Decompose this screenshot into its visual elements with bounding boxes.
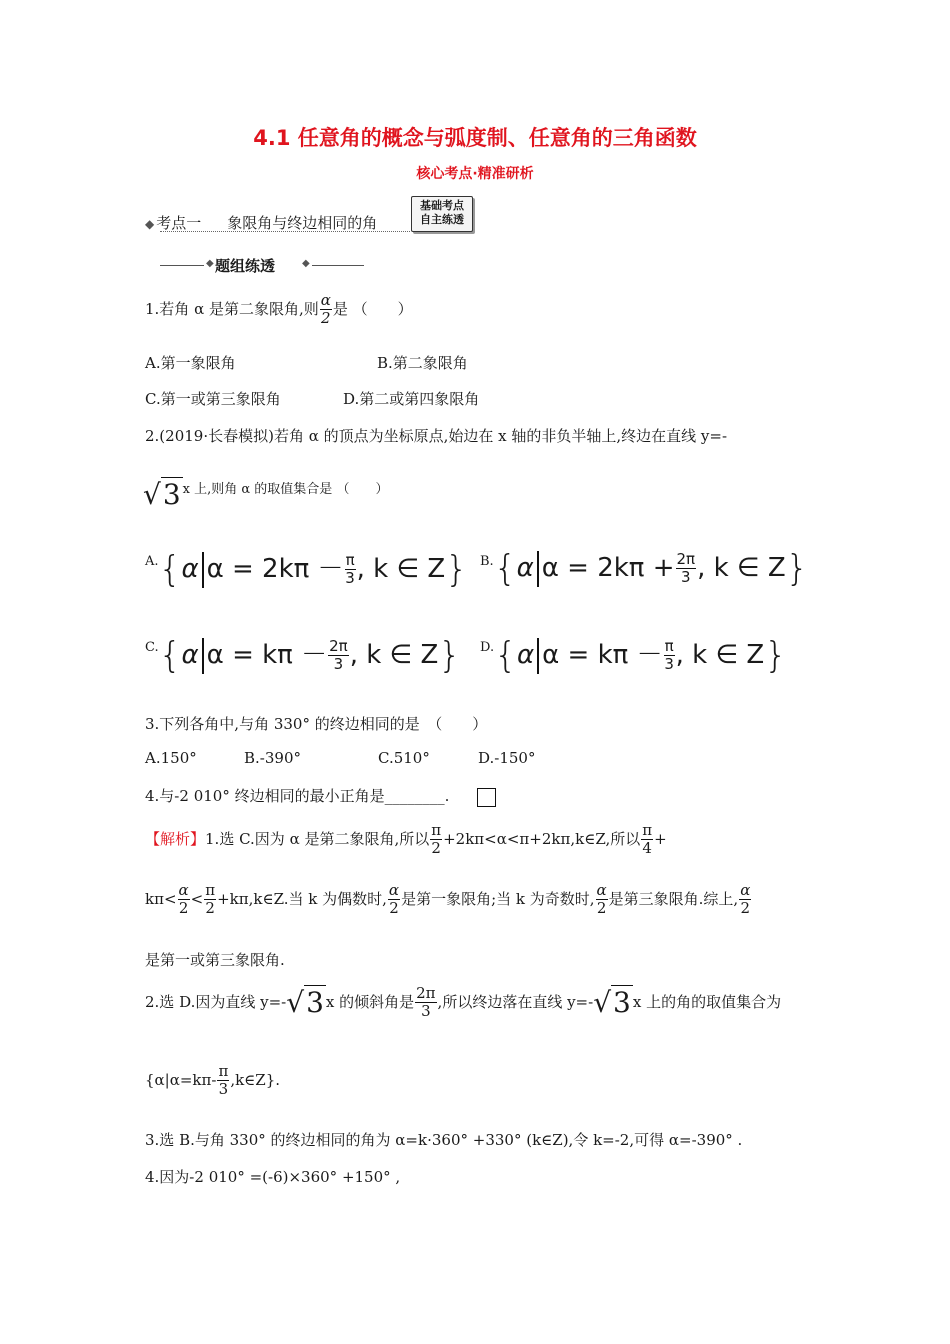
section-heading bbox=[145, 212, 377, 233]
diamond-icon: ◆ bbox=[145, 217, 155, 231]
q2-option-c[interactable]: $^{C.}${α α = kπ － $\frac{2\pi}{3}$ , k ∈ Z} bbox=[145, 635, 462, 676]
group-title: 题组练透 bbox=[215, 257, 276, 275]
fraction: $\frac{\alpha}{2}$ bbox=[596, 881, 607, 918]
q1-text: 1.若角 α 是第二象限角,则 bbox=[145, 299, 319, 318]
q3-option-c[interactable]: C.510° bbox=[378, 749, 430, 767]
badge-line-2: 自主练透 bbox=[420, 213, 464, 226]
q2-text: x 上,则角 α 的取值集合是 （ ） bbox=[182, 482, 389, 497]
section-label: 考点一 bbox=[156, 214, 202, 232]
fraction: $\frac{\pi}{3}$ bbox=[345, 550, 355, 587]
q4-text: 4.与-2 010° 终边相同的最小正角是________. bbox=[145, 787, 450, 805]
q1-option-b[interactable]: B.第二象限角 bbox=[377, 354, 468, 372]
question-4-stem bbox=[145, 785, 496, 807]
solution-line-6: 3.选 B.与角 330° 的终边相同的角为 α=k·360° +330° (k∈Z),令 k=-2,可得 α=-390° . bbox=[145, 1131, 743, 1149]
q3-option-a[interactable]: A.150° bbox=[145, 749, 197, 767]
section-badge bbox=[411, 196, 473, 232]
page-title: 4.1 任意角的概念与弧度制、任意角的三角函数 bbox=[253, 126, 697, 150]
solution-line-7: 4.因为-2 010° =(-6)×360° +150° , bbox=[145, 1168, 401, 1186]
fraction: $\frac{\alpha}{2}$ bbox=[178, 881, 189, 918]
fraction: $\frac{2\pi}{3}$ bbox=[416, 984, 436, 1021]
q1-option-a[interactable]: A.第一象限角 bbox=[145, 354, 236, 372]
solution-line-5: {α|α=kπ- $\frac{\pi}{3}$ ,k∈Z}. bbox=[145, 1062, 281, 1099]
solution-line-4: 2.选 D.因为直线 y=-√3 x 的倾斜角是 $\frac{2\pi}{3}$ ,所以终边落在直线 y=-√3 x 上的角的取值集合为 bbox=[145, 984, 782, 1021]
fraction: $\frac{\pi}{3}$ bbox=[218, 1062, 229, 1099]
fraction: $\frac{\alpha}{2}$ bbox=[388, 881, 400, 918]
section-name: 象限角与终边相同的角 bbox=[227, 214, 378, 232]
q1-option-d[interactable]: D.第二或第四象限角 bbox=[343, 390, 480, 408]
q3-option-b[interactable]: B.-390° bbox=[244, 749, 301, 767]
question-2-stem: 2.(2019·长春模拟)若角 α 的顶点为坐标原点,始边在 x 轴的非负半轴上,终边在直线 y=- bbox=[145, 427, 728, 445]
fraction: $\frac{\pi}{2}$ bbox=[205, 881, 216, 918]
fraction: $\frac{2\pi}{3}$ bbox=[329, 636, 348, 673]
question-1-stem bbox=[145, 292, 413, 328]
fraction: $\frac{\pi}{4}$ bbox=[642, 821, 653, 858]
sqrt-expression: √3 bbox=[593, 986, 631, 1020]
sqrt-expression: √3 bbox=[143, 478, 181, 511]
fraction: $\frac{\pi}{3}$ bbox=[664, 636, 674, 673]
q1-option-c[interactable]: C.第一或第三象限角 bbox=[145, 390, 281, 408]
solution-line-3: 是第一或第三象限角. bbox=[145, 951, 285, 969]
banner-line-right bbox=[312, 265, 364, 266]
fraction: $\frac{\alpha}{2}$ bbox=[740, 881, 751, 918]
sqrt-expression: √3 bbox=[286, 986, 324, 1020]
q3-option-d[interactable]: D.-150° bbox=[478, 749, 536, 767]
q2-option-b[interactable]: $^{B.}${α α = 2kπ + $\frac{2\pi}{3}$ , k ∈ Z} bbox=[480, 548, 809, 589]
section-underline bbox=[160, 231, 410, 232]
group-title-banner bbox=[160, 255, 365, 275]
page-subtitle: 核心考点·精准研析 bbox=[416, 166, 534, 182]
question-3-stem: 3.下列各角中,与角 330° 的终边相同的是 （ ） bbox=[145, 715, 488, 733]
fraction: $\frac{2\pi}{3}$ bbox=[676, 549, 696, 586]
fraction: $\frac{\alpha}{2}$ bbox=[320, 291, 331, 328]
question-2-stem-line2 bbox=[143, 478, 388, 511]
fraction: $\frac{\pi}{2}$ bbox=[431, 821, 442, 858]
q2-option-a[interactable]: $^{A.}${α α = 2kπ － $\frac{\pi}{3}$ , k ∈ Z} bbox=[145, 549, 469, 590]
solution-tag: 【解析】 bbox=[145, 829, 206, 848]
answer-toggle-box[interactable] bbox=[477, 788, 496, 807]
solution-line-2: kπ< $\frac{\alpha}{2}$ < $\frac{\pi}{2}$ +kπ,k∈Z.当 k 为偶数时, $\frac{\alpha}{2}$ 是第一象限角;当 k 为奇数时, $\frac{\alpha}{2}$ 是第三象限角.综上, $\frac{\alpha}{2}$ bbox=[145, 881, 751, 918]
badge-line-1: 基础考点 bbox=[420, 199, 464, 212]
q2-option-d[interactable]: $^{D.}${α α = kπ － $\frac{\pi}{3}$ , k ∈ Z} bbox=[480, 635, 788, 676]
diamond-icon: ◆ bbox=[206, 258, 214, 269]
q1-text-tail: 是 （ ） bbox=[332, 299, 413, 318]
banner-line-left bbox=[160, 265, 204, 266]
solution-line-1: 【解析】1.选 C.因为 α 是第二象限角,所以 $\frac{\pi}{2}$ +2kπ<α<π+2kπ,k∈Z,所以 $\frac{\pi}{4}$ + bbox=[145, 821, 667, 858]
diamond-icon: ◆ bbox=[302, 258, 310, 269]
